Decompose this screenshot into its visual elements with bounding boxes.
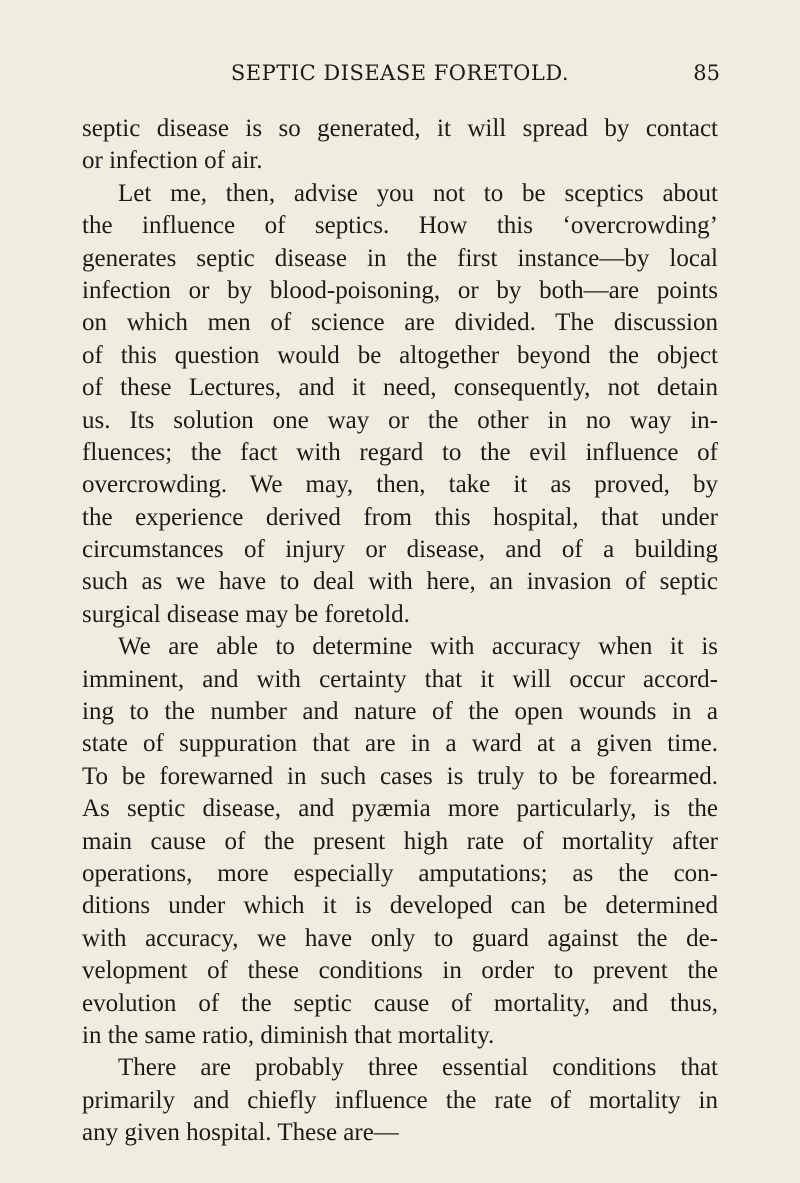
text-line: or infection of air. xyxy=(82,147,263,175)
text-line: in the same ratio, diminish that mortality. xyxy=(82,1021,495,1049)
text-line: primarily and chiefly influence the rate of mortality in xyxy=(82,1086,718,1114)
text-line: There are probably three essential conditions that xyxy=(118,1054,718,1082)
body-text xyxy=(82,113,718,1150)
text-line: ditions under which it is developed can be determined xyxy=(82,892,718,920)
text-line: operations, more especially amputations; as the con- xyxy=(82,859,718,887)
text-line: circumstances of injury or disease, and of a building xyxy=(82,536,718,564)
text-line: of this question would be altogether beyond the object xyxy=(82,341,718,369)
text-line: ing to the number and nature of the open wounds in a xyxy=(82,698,718,726)
text-line: evolution of the septic cause of mortality, and thus, xyxy=(82,989,718,1017)
text-line: us. Its solution one way or the other in no way in- xyxy=(82,406,718,434)
text-line: imminent, and with certainty that it will occur accord- xyxy=(82,665,718,693)
running-header xyxy=(82,60,718,92)
page-title: SEPTIC DISEASE FORETOLD. xyxy=(230,61,570,85)
text-line: fluences; the fact with regard to the evil influence of xyxy=(82,438,718,466)
text-line: the experience derived from this hospital, that under xyxy=(82,503,718,531)
page-number: 85 xyxy=(693,61,720,85)
text-line: such as we have to deal with here, an invasion of septic xyxy=(82,568,718,596)
text-line: on which men of science are divided. The discussion xyxy=(82,309,718,337)
text-line: overcrowding. We may, then, take it as proved, by xyxy=(82,471,718,499)
text-line: To be forewarned in such cases is truly to be forearmed. xyxy=(82,762,718,790)
text-line: of these Lectures, and it need, consequently, not detain xyxy=(82,374,718,402)
text-line: main cause of the present high rate of mortality after xyxy=(82,827,718,855)
text-line: generates septic disease in the first instance—by local xyxy=(82,244,718,272)
text-line: any given hospital. These are— xyxy=(82,1119,399,1147)
text-line: infection or by blood-poisoning, or by both—are points xyxy=(82,276,718,304)
text-line: septic disease is so generated, it will spread by contact xyxy=(82,115,718,142)
text-line: the influence of septics. How this ‘overcrowding’ xyxy=(82,212,718,240)
text-line: surgical disease may be foretold. xyxy=(82,600,410,628)
text-line: As septic disease, and pyæmia more particularly, is the xyxy=(82,795,718,823)
text-line: state of suppuration that are in a ward at a given time. xyxy=(82,730,718,758)
text-line: We are able to determine with accuracy when it is xyxy=(118,633,718,661)
text-line: Let me, then, advise you not to be sceptics about xyxy=(118,179,718,207)
text-line: with accuracy, we have only to guard against the de- xyxy=(82,924,718,952)
text-line: velopment of these conditions in order to prevent the xyxy=(82,957,718,985)
